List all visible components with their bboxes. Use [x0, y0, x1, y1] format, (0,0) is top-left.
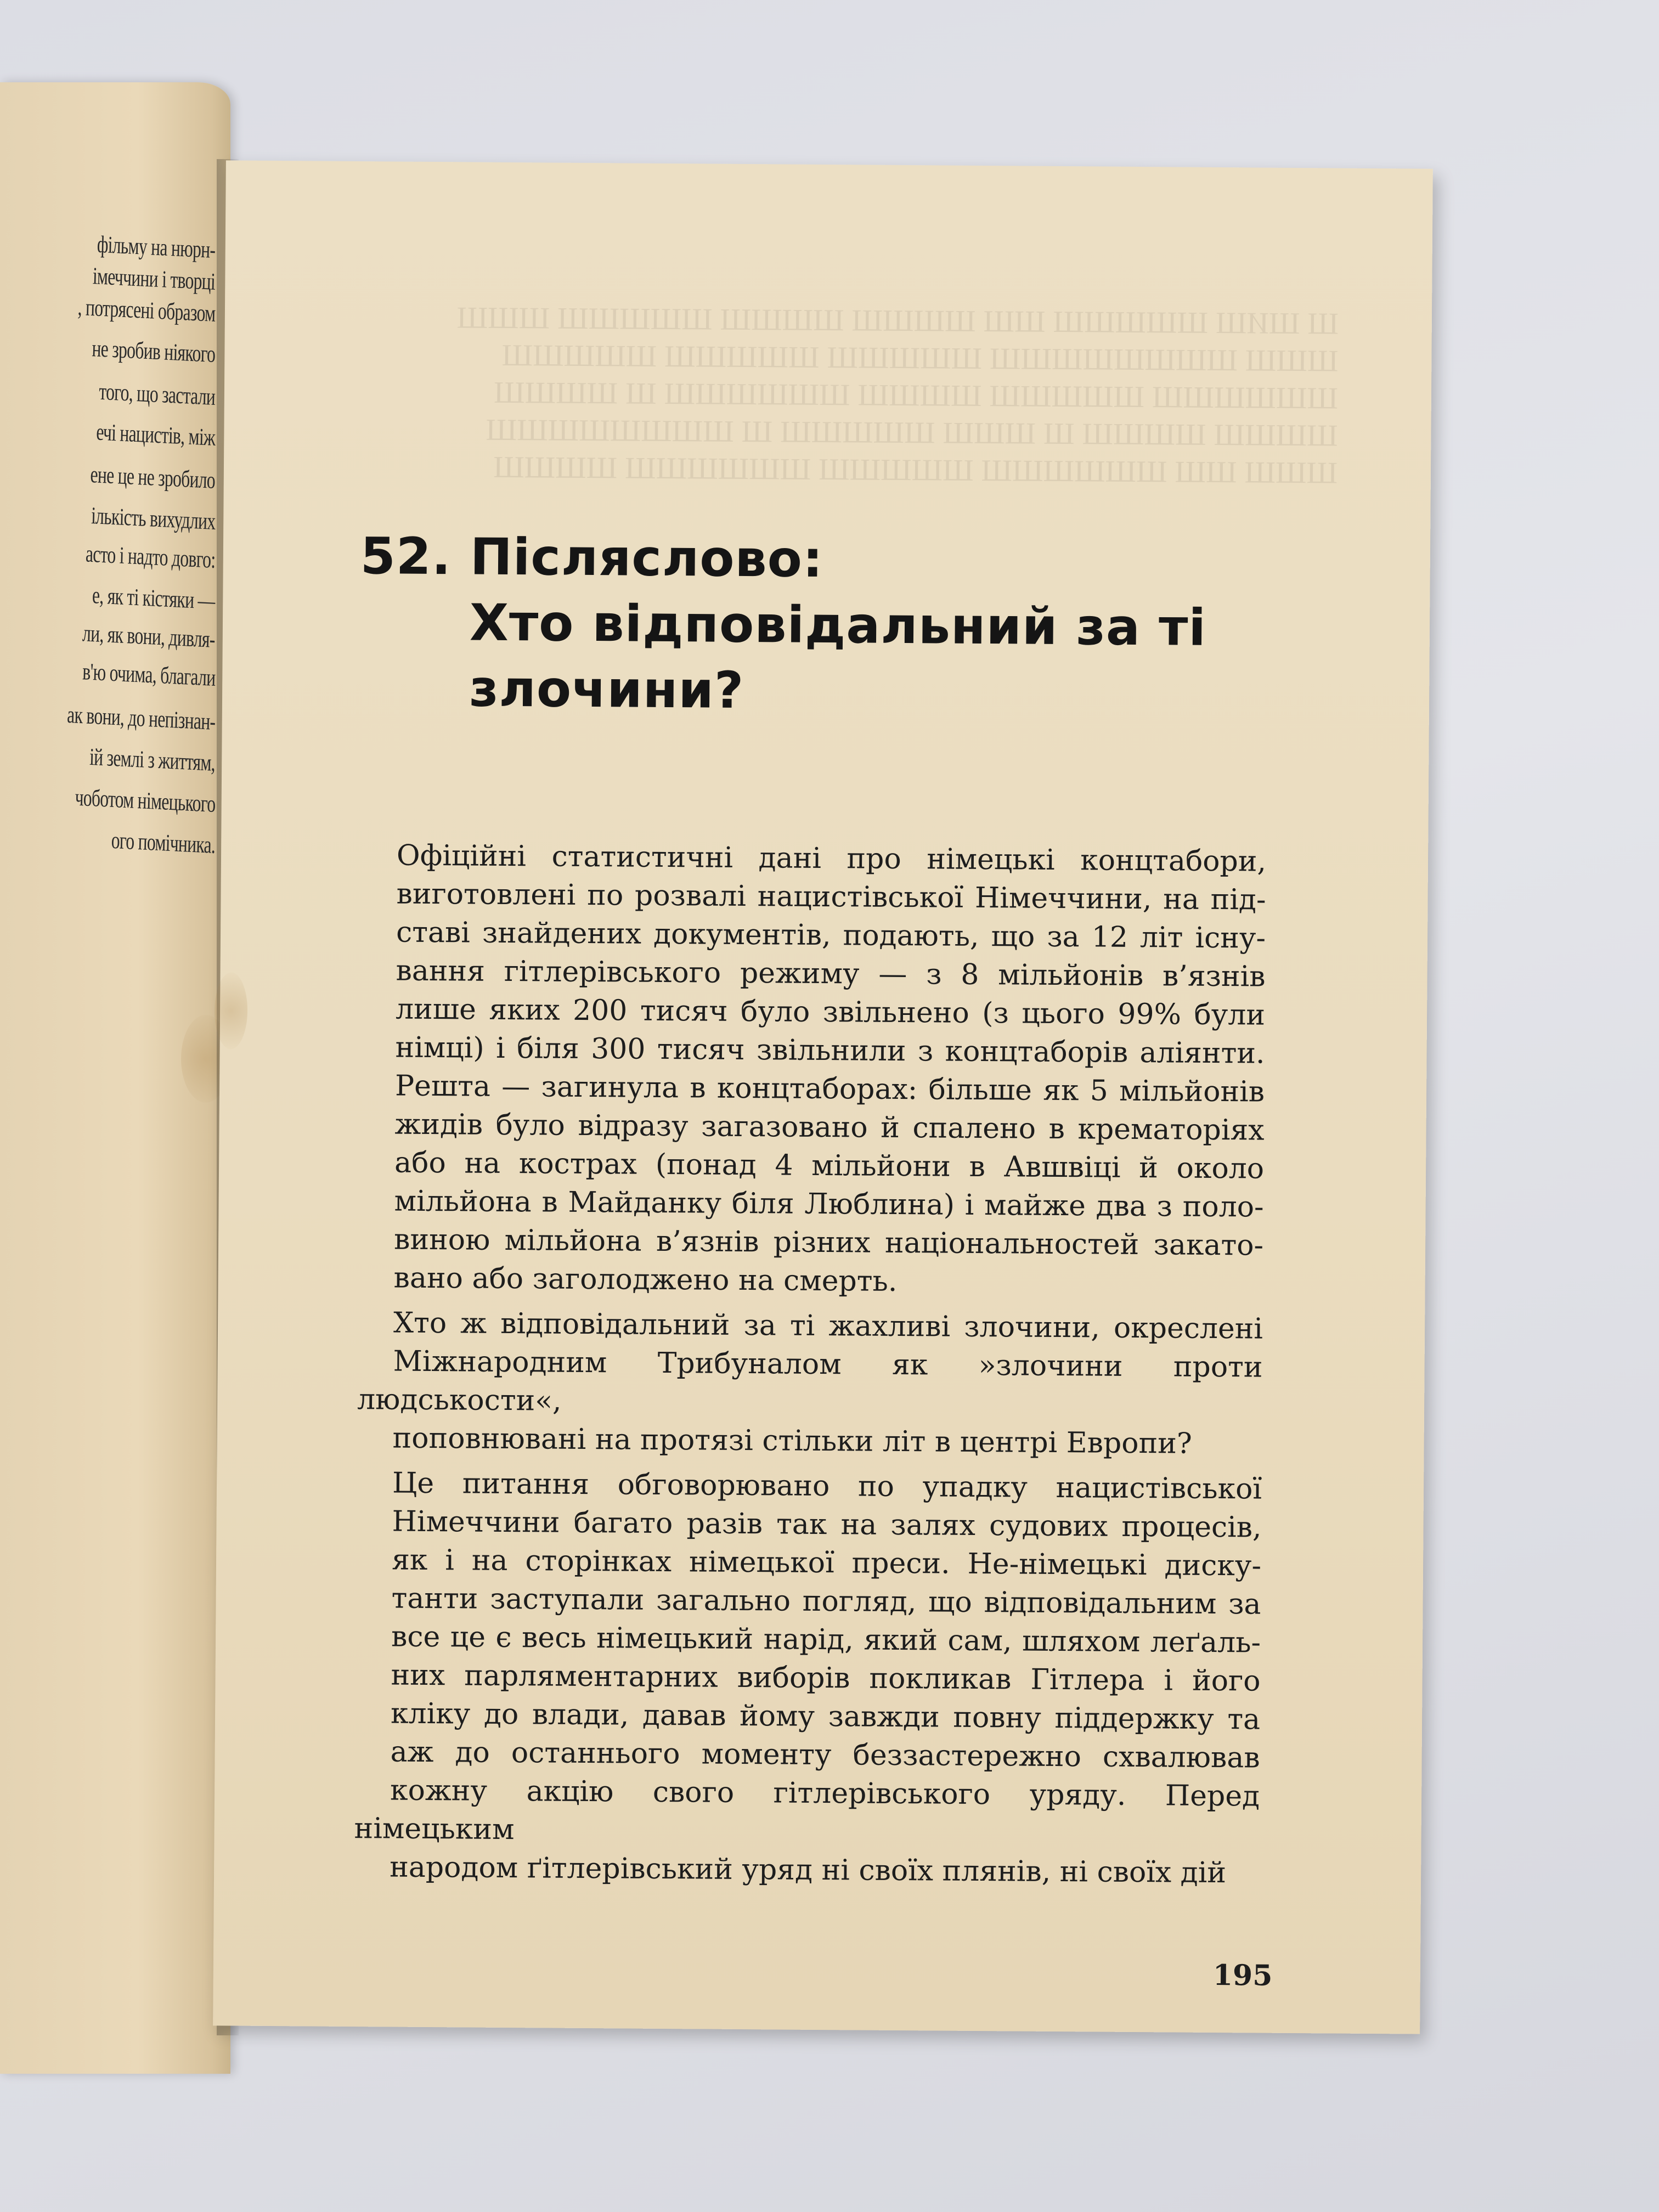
chapter-heading — [359, 523, 1348, 728]
facing-page-line: в'ю очима, благали — [82, 658, 216, 691]
facing-page-line: ене це не зробило — [89, 460, 216, 494]
text-line: все це є весь німецький нарід, який сам, шляхом леґаль- — [391, 1620, 1261, 1660]
text-line: німці) і біля 300 тисяч звільнили з концтаборів аліянти. — [395, 1031, 1265, 1070]
body-paragraph — [357, 1304, 1263, 1464]
text-line: виною мільйона в’язнів різних національностей закато- — [393, 1223, 1264, 1262]
text-line: ставі знайдених документів, подають, що за 12 літ існу- — [396, 916, 1266, 955]
text-line: лише яких 200 тисяч було звільнено (з цього 99% були — [395, 992, 1266, 1032]
book-page-right — [213, 160, 1433, 2034]
facing-page-line: ак вони, до непізнан- — [66, 701, 216, 735]
text-line: жидів було відразу загазовано й спалено в крематоріях — [394, 1108, 1265, 1147]
text-line: Це питання обговорювано по упадку нацистівської — [392, 1466, 1262, 1506]
text-line: мільйона в Майданку біля Люблина) і майже два з поло- — [394, 1184, 1264, 1224]
chapter-number: 52. — [360, 527, 452, 586]
chapter-title-line-1: Післяслово: — [470, 527, 824, 589]
facing-page-line: фільму на нюрн- — [97, 230, 216, 263]
facing-page-line: асто і надто довго: — [85, 540, 216, 573]
text-line: кліку до влади, давав йому завжди повну піддержку та — [390, 1697, 1261, 1736]
text-line: кожну акцію свого гітлерівського уряду. Перед німецьким — [354, 1774, 1260, 1847]
text-line: Решта — загинула в концтаборах: більше як 5 мільйонів — [394, 1069, 1265, 1109]
chapter-title-line-2: Хто відповідальний за ті — [469, 593, 1207, 657]
text-line: або на кострах (понад 4 мільйони в Авшвіці й около — [394, 1146, 1265, 1186]
text-line: Хто ж відповідальний за ті жахливі злочини, окреслені — [393, 1306, 1263, 1346]
chapter-title-line-3: злочини? — [469, 659, 744, 720]
facing-page-line: , потрясені образом — [77, 293, 216, 327]
facing-page-line: ли, як вони, дивля- — [82, 619, 216, 653]
facing-page-line: ількість вихудлих — [91, 502, 216, 535]
facing-page-line: імеччини і творці — [92, 262, 216, 295]
text-line: вано або заголоджено на смерть. — [393, 1261, 898, 1298]
body-paragraph — [358, 836, 1266, 1303]
text-line: народом ґітлерівський уряд ні своїх плянів, ні своїх дій — [389, 1850, 1227, 1890]
text-line: них парляментарних виборів покликав Гітлера і його — [391, 1658, 1261, 1698]
facing-page-line: ого помічника. — [110, 826, 216, 859]
facing-page-line: е, як ті кістяки — — [92, 582, 216, 614]
page-stain — [215, 972, 248, 1049]
facing-page-line: того, що застали — [98, 377, 216, 410]
body-paragraph — [354, 1464, 1262, 1893]
text-line: вання гітлерівського режиму — з 8 мільйонів в’язнів — [396, 954, 1266, 994]
facing-page-line: чоботом німецького — [74, 783, 216, 817]
text-line: танти заступали загально погляд, що відповідальним за — [391, 1582, 1261, 1621]
facing-page-line: ечі нацистів, між — [95, 418, 216, 451]
page-number: 195 — [1212, 1959, 1273, 1993]
text-line: Міжнародним Трибуналом як »злочини проти людськости«, — [357, 1345, 1263, 1418]
text-line: аж до останнього моменту беззастережно схвалював — [390, 1735, 1260, 1775]
text-line: Німеччини багато разів так на залях судових процесів, — [392, 1505, 1262, 1544]
text-line: виготовлені по розвалі нацистівської Німеччини, на під- — [396, 877, 1266, 917]
body-text — [354, 836, 1266, 1899]
bleed-through-text: Ш ШИШ ШШШШШ ШШ ШШШШ ШШШШ ШШШШШ ШШШ ШШШ ШШШШШШШШ ШШШШШ ШШШШШ ШШШШШ ШШШШШШ ШШШШШ ШШШШ ШШШШШШ Ш ШШШШ ШШШШ ШШШШ Ш ШШШ ШШШШШ Ш ШШШШШШШШ ШШШ ШШ ШШШШШШ ШШШШШ ШШШШШШ ШШШШ — [456, 301, 1339, 490]
facing-page-left — [0, 82, 230, 2074]
text-line: Офіційні статистичні дані про німецькі концтабори, — [396, 839, 1267, 878]
text-line: як і на сторінках німецької преси. Не-німецькі диску- — [391, 1543, 1262, 1583]
facing-page-line: не зробив ніякого — [91, 335, 216, 368]
facing-page-line: ій землі з життям, — [89, 743, 216, 776]
text-line: поповнювані на протязі стільки літ в центрі Европи? — [392, 1421, 1193, 1460]
